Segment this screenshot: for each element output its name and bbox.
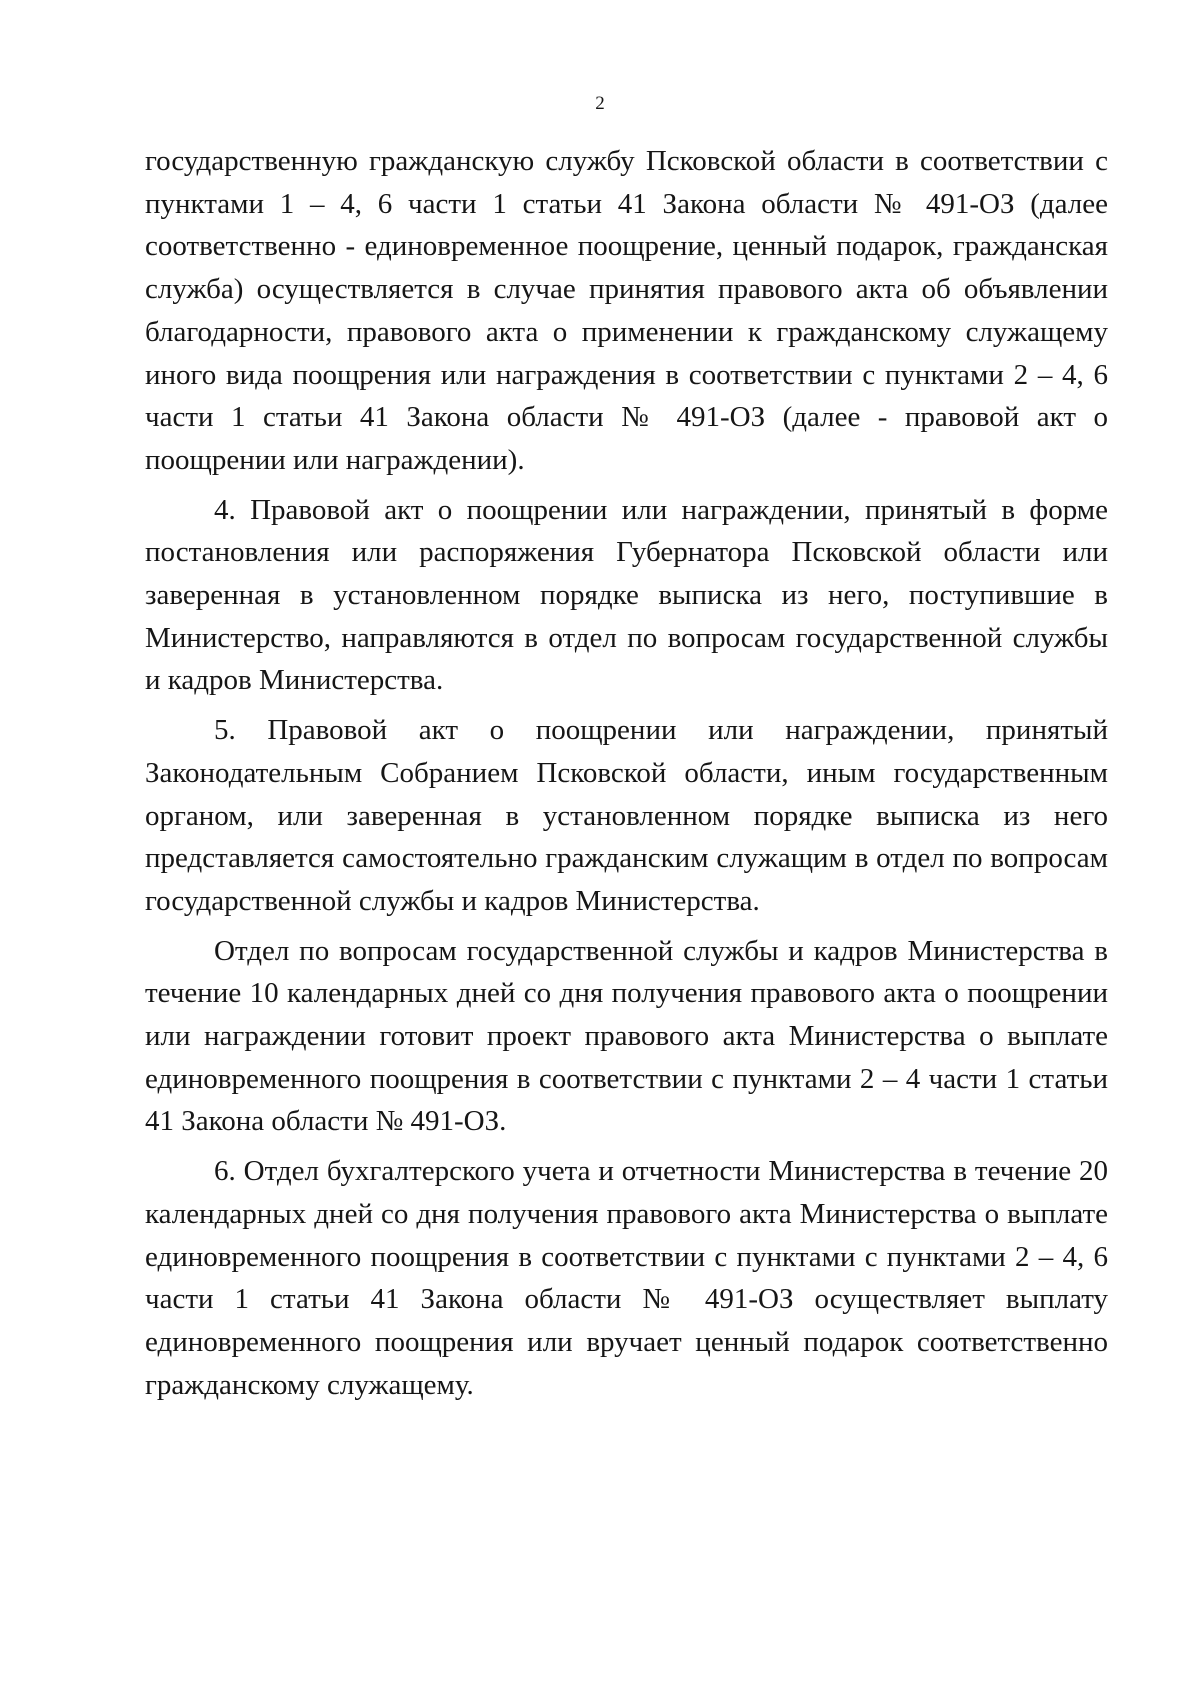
paragraph-item-6: 6. Отдел бухгалтерского учета и отчетности Министерства в течение 20 календарных дней со дня получения правового акта Министерства о выплате единовременного поощрения в соответствии с пунктами с пунктами 2 – 4, 6 части 1 статьи 41 Закона области № 491-ОЗ осуществляет выплату единовременного поощрения или вручает ценный подарок соответственно гражданскому служащему. bbox=[145, 1155, 1108, 1401]
paragraph-continuation: государственную гражданскую службу Псковской области в соответствии с пунктами 1 – 4, 6 части 1 статьи 41 Закона области № 491-ОЗ (далее соответственно - единовременное поощрение, ценный подарок, гражданская служба) осуществляется в случае принятия правового акта об объявлении благодарности, правового акта о применении к гражданскому служащему иного вида поощрения или награждения в соответствии с пунктами 2 – 4, 6 части 1 статьи 41 Закона области № 491-ОЗ (далее - правовой акт о поощрении или награждении). bbox=[145, 145, 1108, 476]
paragraph-item-5-department: Отдел по вопросам государственной службы и кадров Министерства в течение 10 календарных дней со дня получения правового акта о поощрении или награждении готовит проект правового акта Министерства о выплате единовременного поощрения в соответствии с пунктами 2 – 4 части 1 статьи 41 Закона области № 491-ОЗ. bbox=[145, 934, 1108, 1138]
paragraph-item-4: 4. Правовой акт о поощрении или награждении, принятый в форме постановления или распоряжения Губернатора Псковской области или заверенная в установленном порядке выписка из него, поступившие в Министерство, направляются в отдел по вопросам государственной службы и кадров Министерства. bbox=[145, 493, 1108, 697]
paragraph-item-5: 5. Правовой акт о поощрении или награждении, принятый Законодательным Собранием Псковской области, иным государственным органом, или заверенная в установленном порядке выписка из него представляется самостоятельно гражданским служащим в отдел по вопросам государственной службы и кадров Министерства. bbox=[145, 714, 1108, 917]
document-body bbox=[145, 140, 1108, 1406]
page-number: 2 bbox=[595, 93, 605, 114]
